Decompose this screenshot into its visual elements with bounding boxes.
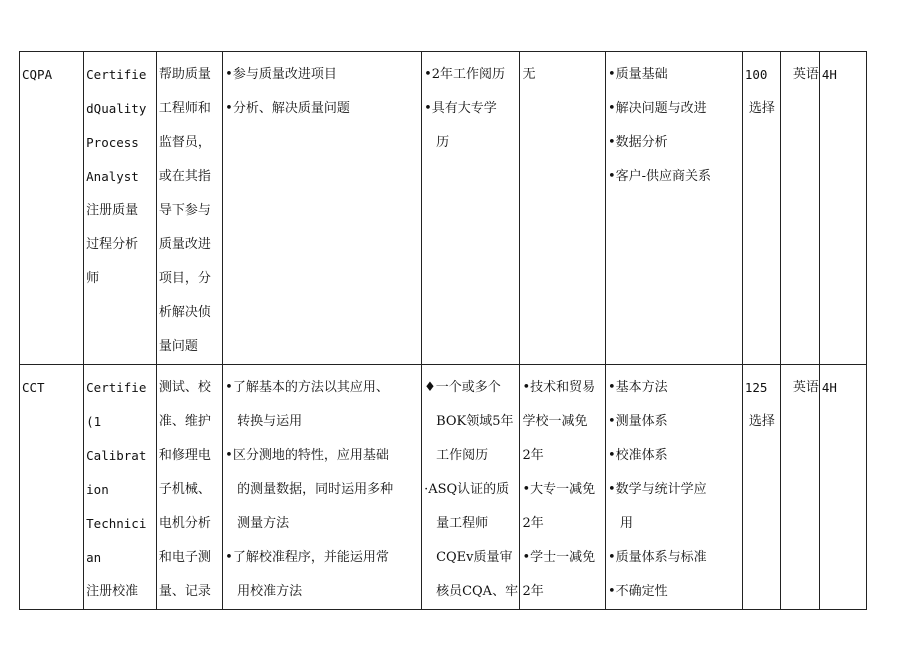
language: 英语 xyxy=(792,380,819,395)
language-cell xyxy=(781,365,820,610)
exemption-cell xyxy=(520,365,606,610)
role-line: 电机分析 xyxy=(158,516,211,531)
knowledge-line: 用 xyxy=(620,516,634,531)
role-line: 量、记录 xyxy=(158,584,211,599)
cert-name-line: Calibrat xyxy=(86,448,147,463)
knowledge-cell xyxy=(606,365,743,610)
cert-name-line: Analyst xyxy=(86,169,139,184)
duty-cell xyxy=(223,365,422,610)
duty-line: •了解基本的方法以其应用、 xyxy=(225,380,389,395)
cert-code-cell xyxy=(20,52,84,365)
role-line: 准、维护 xyxy=(158,414,211,429)
knowledge-cell xyxy=(606,52,743,365)
requirement-line: 工作阅历 xyxy=(436,448,489,463)
role-line: 帮助质量 xyxy=(158,67,211,82)
role-line: 子机械、 xyxy=(158,482,211,497)
exemption-line: •技术和贸易 xyxy=(522,380,596,395)
role-line: 析解决侦 xyxy=(158,305,211,320)
table-row xyxy=(20,52,867,365)
exemption-line: 2年 xyxy=(522,448,544,463)
knowledge-line: •测量体系 xyxy=(608,414,668,429)
role-line: 和电子测 xyxy=(158,550,211,565)
cert-name-cell xyxy=(84,52,157,365)
cert-name-line: Certifie xyxy=(86,67,147,82)
exemption-line: 2年 xyxy=(522,516,544,531)
knowledge-line: •质量体系与标准 xyxy=(608,550,707,565)
role-line: 质量改进 xyxy=(158,237,211,252)
duty-line: 用校准方法 xyxy=(237,584,303,599)
duty-line: 测量方法 xyxy=(237,516,290,531)
duty-line: •了解校准程序，并能运用常 xyxy=(225,550,389,565)
knowledge-line: •客户-供应商关系 xyxy=(608,169,712,184)
requirement-line: ·ASQ认证的质 xyxy=(424,482,510,497)
requirement-line: 核员CQA、牢 xyxy=(436,584,519,599)
certification-table xyxy=(19,51,867,610)
role-line: 或在其指 xyxy=(158,169,211,184)
exemption-line: •学士一减免 xyxy=(522,550,596,565)
language-cell xyxy=(781,52,820,365)
requirement-line: 历 xyxy=(436,135,450,150)
knowledge-line: •质量基础 xyxy=(608,67,668,82)
duty-line: 转换与运用 xyxy=(237,414,303,429)
exemption-line: •大专一减免 xyxy=(522,482,596,497)
exemption-line: 学校一减免 xyxy=(522,414,588,429)
cert-name-line: Certifie xyxy=(86,380,147,395)
duty-line: •分析、解决质量问题 xyxy=(225,101,350,116)
cert-name-line: ion xyxy=(86,482,109,497)
duty-line: 的测量数据，同时运用多种 xyxy=(237,482,394,497)
knowledge-line: •数学与统计学应 xyxy=(608,482,707,497)
cert-name-line: 过程分析 xyxy=(86,237,139,252)
cert-name-line: Process xyxy=(86,135,139,150)
exemption-cell xyxy=(520,52,606,365)
questions-cell xyxy=(742,52,781,365)
exemption-line: 无 xyxy=(522,67,536,82)
knowledge-line: •解决问题与改进 xyxy=(608,101,707,116)
duration: 4H xyxy=(821,380,837,395)
duration-cell xyxy=(819,52,866,365)
duration: 4H xyxy=(821,67,837,82)
knowledge-line: •基本方法 xyxy=(608,380,668,395)
cert-name-line: dQuality xyxy=(86,101,147,116)
questions-type: 选择 xyxy=(748,101,775,116)
knowledge-line: •数据分析 xyxy=(608,135,668,150)
language: 英语 xyxy=(792,67,819,82)
role-line: 项目，分 xyxy=(158,271,211,286)
requirement-line: CQEv质量审 xyxy=(436,550,513,565)
duty-line: •参与质量改进项目 xyxy=(225,67,337,82)
requirement-line: 量工程师 xyxy=(436,516,489,531)
questions-count: 100 xyxy=(744,67,768,82)
duty-cell xyxy=(223,52,422,365)
role-cell xyxy=(156,365,222,610)
cert-name-line: Technici xyxy=(86,516,147,531)
role-line: 和修理电 xyxy=(158,448,211,463)
cert-code-cell xyxy=(20,365,84,610)
questions-type: 选择 xyxy=(748,414,775,429)
cert-name-line: an xyxy=(86,550,102,565)
cert-name-line: 注册质量 xyxy=(86,203,139,218)
requirement-cell xyxy=(422,365,520,610)
knowledge-line: •校准体系 xyxy=(608,448,668,463)
role-line: 导下参与 xyxy=(158,203,211,218)
role-line: 工程师和 xyxy=(158,101,211,116)
questions-count: 125 xyxy=(744,380,768,395)
knowledge-line: •不确定性 xyxy=(608,584,668,599)
table-row xyxy=(20,365,867,610)
requirement-line: •具有大专学 xyxy=(424,101,497,116)
cert-name-line: (1 xyxy=(86,414,102,429)
role-line: 测试、校 xyxy=(158,380,211,395)
questions-cell xyxy=(742,365,781,610)
duration-cell xyxy=(819,365,866,610)
requirement-line: BOK领域5年 xyxy=(436,414,514,429)
role-cell xyxy=(156,52,222,365)
duty-line: •区分测地的特性，应用基础 xyxy=(225,448,389,463)
cert-name-cell xyxy=(84,365,157,610)
role-line: 量问题 xyxy=(158,339,198,354)
exemption-line: 2年 xyxy=(522,584,544,599)
cert-code: CCT xyxy=(22,380,45,395)
cert-name-line: 注册校准 xyxy=(86,584,139,599)
requirement-line: •2年工作阅历 xyxy=(424,67,506,82)
requirement-cell xyxy=(422,52,520,365)
requirement-line: ♦一个或多个 xyxy=(424,380,501,395)
role-line: 监督员， xyxy=(158,135,211,150)
cert-name-line: 师 xyxy=(86,271,100,286)
cert-code: CQPA xyxy=(22,67,53,82)
